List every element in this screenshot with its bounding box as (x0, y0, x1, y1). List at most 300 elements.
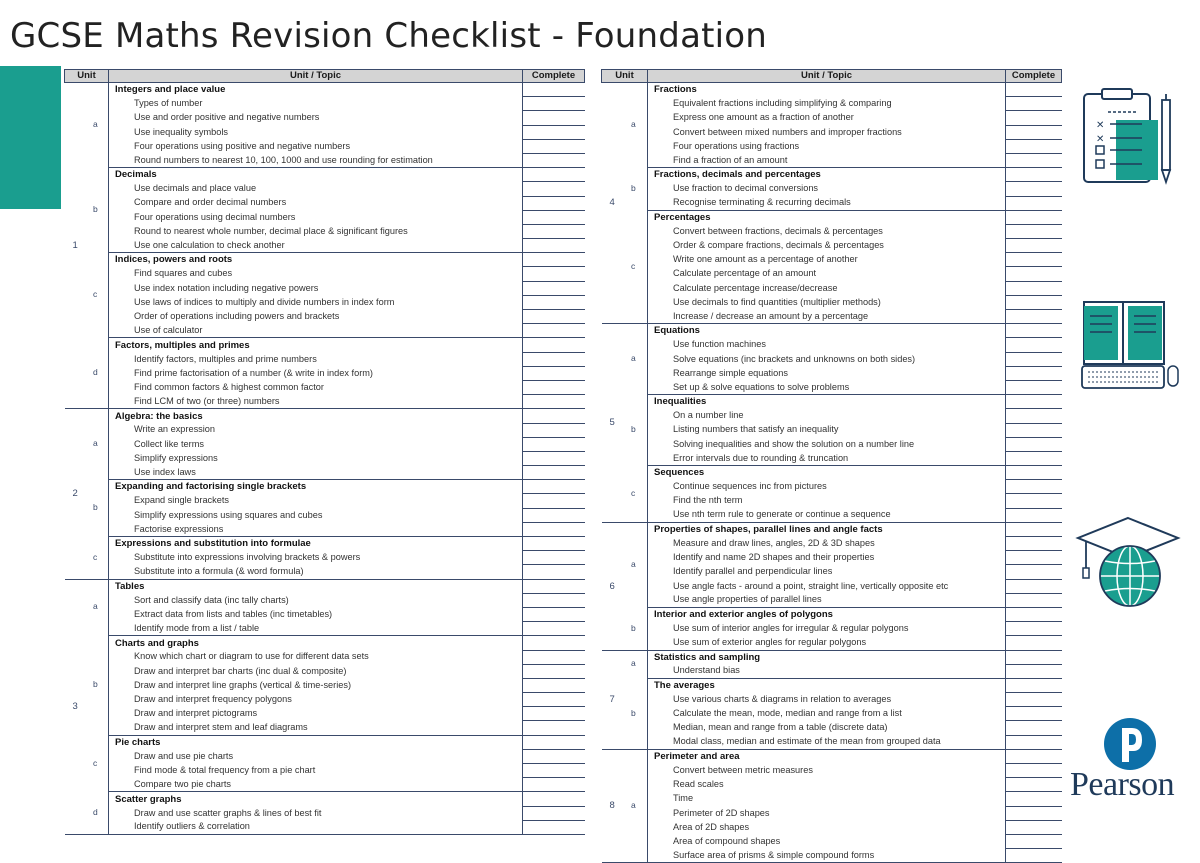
checklist-item: Solve equations (inc brackets and unknowns on both sides) (648, 352, 1006, 366)
complete-checkbox[interactable] (1006, 480, 1062, 494)
checklist-item: Express one amount as a fraction of another (648, 111, 1006, 125)
complete-checkbox[interactable] (523, 111, 585, 125)
checklist-item: Calculate percentage of an amount (648, 267, 1006, 281)
checklist-row (602, 707, 1062, 721)
header-complete: Complete (523, 70, 585, 83)
checklist-row (602, 196, 1062, 210)
checklist-row (602, 267, 1062, 281)
section-heading-row (65, 409, 585, 423)
checklist-row (602, 295, 1062, 309)
complete-checkbox[interactable] (523, 380, 585, 394)
section-heading-row (602, 650, 1062, 664)
complete-checkbox[interactable] (1006, 409, 1062, 423)
complete-checkbox[interactable] (523, 522, 585, 536)
checklist-row (65, 593, 585, 607)
checklist-item: Use various charts & diagrams in relation to averages (648, 693, 1006, 707)
checklist-row (65, 721, 585, 735)
complete-checkbox[interactable] (523, 366, 585, 380)
complete-checkbox[interactable] (1006, 366, 1062, 380)
checklist-row (65, 650, 585, 664)
checklist-row (602, 97, 1062, 111)
section-heading: Factors, multiples and primes (109, 338, 523, 352)
section-heading: Decimals (109, 168, 523, 182)
checklist-row (65, 324, 585, 338)
complete-checkbox[interactable] (1006, 253, 1062, 267)
complete-checkbox[interactable] (523, 565, 585, 579)
complete-checkbox[interactable] (523, 593, 585, 607)
checklist-row (65, 466, 585, 480)
checklist-row (602, 792, 1062, 806)
checklist-item: Use one calculation to check another (109, 239, 523, 253)
checklist-item: Find prime factorisation of a number (& write in index form) (109, 366, 523, 380)
checklist-item: Calculate percentage increase/decrease (648, 281, 1006, 295)
checklist-row (602, 551, 1062, 565)
section-letter: b (93, 502, 98, 513)
checklist-row (65, 494, 585, 508)
section-letter: b (93, 204, 98, 215)
complete-checkbox[interactable] (523, 494, 585, 508)
checklist-item: Use sum of interior angles for irregular & regular polygons (648, 622, 1006, 636)
section-heading-row (65, 338, 585, 352)
section-heading: Scatter graphs (109, 792, 523, 806)
checklist-item: Draw and interpret stem and leaf diagrams (109, 721, 523, 735)
checklist-row (65, 451, 585, 465)
checklist-row (65, 125, 585, 139)
checklist-row (602, 565, 1062, 579)
complete-checkbox[interactable] (523, 650, 585, 664)
checklist-item: Draw and interpret frequency polygons (109, 693, 523, 707)
checklist-row (602, 409, 1062, 423)
checklist-row (65, 224, 585, 238)
complete-checkbox (523, 735, 585, 749)
open-book-laptop-icon (1078, 298, 1182, 394)
section-letter: a (93, 601, 98, 612)
checklist-item: Know which chart or diagram to use for different data sets (109, 650, 523, 664)
complete-checkbox[interactable] (1006, 551, 1062, 565)
section-heading-row (602, 466, 1062, 480)
section-heading-row (602, 607, 1062, 621)
checklist-item: Simplify expressions (109, 451, 523, 465)
section-letter: d (93, 807, 98, 818)
teal-accent-block (0, 66, 61, 209)
checklist-row (65, 281, 585, 295)
complete-checkbox[interactable] (1006, 295, 1062, 309)
section-heading: Properties of shapes, parallel lines and angle facts (648, 522, 1006, 536)
header-topic: Unit / Topic (648, 70, 1006, 83)
checklist-item: Identify outliers & correlation (109, 820, 523, 834)
section-heading-row (602, 168, 1062, 182)
complete-checkbox[interactable] (1006, 182, 1062, 196)
svg-text:✕: ✕ (1096, 120, 1105, 131)
section-heading: Percentages (648, 210, 1006, 224)
complete-checkbox[interactable] (1006, 139, 1062, 153)
checklist-item: Substitute into expressions involving brackets & powers (109, 551, 523, 565)
section-letter: a (93, 119, 98, 130)
section-letter: b (631, 182, 636, 193)
complete-checkbox[interactable] (523, 778, 585, 792)
complete-checkbox (523, 409, 585, 423)
checklist-item: Identify mode from a list / table (109, 622, 523, 636)
checklist-item: Use function machines (648, 338, 1006, 352)
checklist-row (602, 721, 1062, 735)
checklist-row (65, 749, 585, 763)
complete-checkbox[interactable] (523, 324, 585, 338)
checklist-row (65, 820, 585, 834)
complete-checkbox[interactable] (1006, 111, 1062, 125)
checklist-row (65, 508, 585, 522)
section-heading-row (65, 579, 585, 593)
complete-checkbox[interactable] (1006, 196, 1062, 210)
section-heading-row (65, 735, 585, 749)
complete-checkbox[interactable] (1006, 764, 1062, 778)
checklist-item: Round to nearest whole number, decimal place & significant figures (109, 224, 523, 238)
pearson-logo-icon (1100, 716, 1160, 772)
complete-checkbox[interactable] (523, 295, 585, 309)
complete-checkbox[interactable] (1006, 451, 1062, 465)
section-letter: a (631, 558, 636, 569)
section-heading: Fractions, decimals and percentages (648, 168, 1006, 182)
checklist-row (65, 678, 585, 692)
checklist-row (602, 508, 1062, 522)
complete-checkbox[interactable] (523, 806, 585, 820)
complete-checkbox (1006, 678, 1062, 692)
complete-checkbox[interactable] (1006, 423, 1062, 437)
complete-checkbox[interactable] (1006, 820, 1062, 834)
complete-checkbox (1006, 650, 1062, 664)
complete-checkbox[interactable] (1006, 707, 1062, 721)
complete-checkbox[interactable] (523, 466, 585, 480)
checklist-item: Use decimals to find quantities (multiplier methods) (648, 295, 1006, 309)
complete-checkbox[interactable] (1006, 593, 1062, 607)
checklist-row (65, 778, 585, 792)
checklist-item: Draw and interpret pictograms (109, 707, 523, 721)
complete-checkbox[interactable] (523, 664, 585, 678)
checklist-item: Use angle properties of parallel lines (648, 593, 1006, 607)
checklist-item: Use and order positive and negative numbers (109, 111, 523, 125)
checklist-row (65, 437, 585, 451)
checklist-item: Types of number (109, 97, 523, 111)
checklist-row (602, 622, 1062, 636)
complete-checkbox[interactable] (1006, 494, 1062, 508)
complete-checkbox[interactable] (1006, 338, 1062, 352)
checklist-item: Understand bias (648, 664, 1006, 678)
section-heading: The averages (648, 678, 1006, 692)
checklist-row (602, 480, 1062, 494)
checklist-item: Collect like terms (109, 437, 523, 451)
unit-number: 3 (65, 579, 109, 834)
section-heading: Pie charts (109, 735, 523, 749)
complete-checkbox[interactable] (1006, 224, 1062, 238)
section-letter: a (631, 353, 636, 364)
complete-checkbox[interactable] (1006, 565, 1062, 579)
complete-checkbox[interactable] (523, 451, 585, 465)
complete-checkbox[interactable] (1006, 834, 1062, 848)
checklist-row (65, 366, 585, 380)
checklist-item: Median, mean and range from a table (discrete data) (648, 721, 1006, 735)
checklist-item: Find a fraction of an amount (648, 153, 1006, 167)
complete-checkbox[interactable] (1006, 622, 1062, 636)
checklist-row (602, 806, 1062, 820)
section-heading: Inequalities (648, 395, 1006, 409)
checklist-item: Area of 2D shapes (648, 820, 1006, 834)
complete-checkbox[interactable] (1006, 153, 1062, 167)
checklist-item: Four operations using positive and negative numbers (109, 139, 523, 153)
checklist-item: Modal class, median and estimate of the mean from grouped data (648, 735, 1006, 749)
section-letter: b (93, 679, 98, 690)
checklist-item: Round numbers to nearest 10, 100, 1000 and use rounding for estimation (109, 153, 523, 167)
checklist-item: Convert between fractions, decimals & percentages (648, 224, 1006, 238)
complete-checkbox[interactable] (523, 210, 585, 224)
section-letter: c (93, 289, 98, 300)
page-title: GCSE Maths Revision Checklist - Foundation (10, 16, 768, 56)
section-letter: b (631, 707, 636, 718)
checklist-item: Use laws of indices to multiply and divide numbers in index form (109, 295, 523, 309)
unit-number: 2 (65, 409, 109, 579)
complete-checkbox (523, 537, 585, 551)
checklist-item: Rearrange simple equations (648, 366, 1006, 380)
checklist-row (602, 494, 1062, 508)
section-heading: Integers and place value (109, 83, 523, 97)
section-heading-row (65, 537, 585, 551)
checklist-row (602, 735, 1062, 749)
checklist-row (65, 693, 585, 707)
checklist-item: Use index notation including negative powers (109, 281, 523, 295)
complete-checkbox (523, 480, 585, 494)
complete-checkbox[interactable] (523, 764, 585, 778)
complete-checkbox[interactable] (523, 820, 585, 834)
complete-checkbox[interactable] (523, 551, 585, 565)
complete-checkbox (523, 636, 585, 650)
checklist-item: Draw and interpret line graphs (vertical & time-series) (109, 678, 523, 692)
checklist-row (65, 295, 585, 309)
complete-checkbox[interactable] (523, 508, 585, 522)
checklist-item: Read scales (648, 778, 1006, 792)
checklist-item: Use fraction to decimal conversions (648, 182, 1006, 196)
complete-checkbox[interactable] (1006, 693, 1062, 707)
complete-checkbox[interactable] (523, 310, 585, 324)
checklist-item: Identify and name 2D shapes and their properties (648, 551, 1006, 565)
complete-checkbox[interactable] (1006, 281, 1062, 295)
checklist-item: Measure and draw lines, angles, 2D & 3D shapes (648, 537, 1006, 551)
checklist-item: Write an expression (109, 423, 523, 437)
complete-checkbox[interactable] (523, 721, 585, 735)
complete-checkbox[interactable] (1006, 636, 1062, 650)
complete-checkbox[interactable] (523, 125, 585, 139)
complete-checkbox[interactable] (1006, 849, 1062, 863)
checklist-item: Draw and interpret bar charts (inc dual & composite) (109, 664, 523, 678)
complete-checkbox[interactable] (523, 153, 585, 167)
checklist-item: Continue sequences inc from pictures (648, 480, 1006, 494)
checklist-row (65, 380, 585, 394)
checklist-row (65, 565, 585, 579)
complete-checkbox[interactable] (1006, 267, 1062, 281)
complete-checkbox (523, 338, 585, 352)
checklist-row (602, 579, 1062, 593)
complete-checkbox[interactable] (523, 281, 585, 295)
right-checklist-table (601, 69, 1062, 863)
checklist-row (65, 551, 585, 565)
checklist-row (602, 224, 1062, 238)
pearson-logo-text: Pearson (1070, 766, 1175, 803)
unit-number: 5 (602, 324, 648, 523)
checklist-item: Draw and use pie charts (109, 749, 523, 763)
checklist-item: Write one amount as a percentage of another (648, 253, 1006, 267)
complete-checkbox[interactable] (1006, 380, 1062, 394)
section-letter: b (631, 622, 636, 633)
complete-checkbox[interactable] (523, 395, 585, 409)
checklist-row (65, 153, 585, 167)
checklist-item: Draw and use scatter graphs & lines of best fit (109, 806, 523, 820)
complete-checkbox[interactable] (523, 749, 585, 763)
section-letter: c (631, 260, 636, 271)
checklist-row (65, 111, 585, 125)
header-unit: Unit (602, 70, 648, 83)
checklist-row (602, 380, 1062, 394)
complete-checkbox[interactable] (523, 622, 585, 636)
section-heading-row (65, 636, 585, 650)
checklist-item: Convert between metric measures (648, 764, 1006, 778)
checklist-item: Compare and order decimal numbers (109, 196, 523, 210)
complete-checkbox[interactable] (523, 182, 585, 196)
complete-checkbox[interactable] (1006, 721, 1062, 735)
checklist-row (602, 125, 1062, 139)
complete-checkbox[interactable] (1006, 352, 1062, 366)
checklist-row (65, 239, 585, 253)
complete-checkbox (1006, 466, 1062, 480)
checklist-item: Use angle facts - around a point, straight line, vertically opposite etc (648, 579, 1006, 593)
complete-checkbox (1006, 324, 1062, 338)
complete-checkbox[interactable] (523, 607, 585, 621)
complete-checkbox (1006, 168, 1062, 182)
complete-checkbox[interactable] (523, 678, 585, 692)
complete-checkbox (1006, 83, 1062, 97)
complete-checkbox[interactable] (1006, 537, 1062, 551)
section-heading: Charts and graphs (109, 636, 523, 650)
checklist-item: Four operations using fractions (648, 139, 1006, 153)
section-letter: c (93, 551, 98, 562)
complete-checkbox (523, 253, 585, 267)
section-heading-row (65, 480, 585, 494)
checklist-item: Error intervals due to rounding & truncation (648, 451, 1006, 465)
checklist-item: Use index laws (109, 466, 523, 480)
checklist-item: Expand single brackets (109, 494, 523, 508)
complete-checkbox[interactable] (523, 139, 585, 153)
section-heading-row (602, 83, 1062, 97)
complete-checkbox[interactable] (523, 224, 585, 238)
checklist-item: Surface area of prisms & simple compound forms (648, 849, 1006, 863)
section-heading-row (602, 749, 1062, 763)
checklist-row (65, 622, 585, 636)
complete-checkbox[interactable] (1006, 735, 1062, 749)
complete-checkbox[interactable] (523, 423, 585, 437)
section-letter: d (93, 367, 98, 378)
section-heading: Statistics and sampling (648, 650, 1006, 664)
complete-checkbox (1006, 522, 1062, 536)
checklist-item: Time (648, 792, 1006, 806)
complete-checkbox[interactable] (523, 239, 585, 253)
unit-number: 6 (602, 522, 648, 650)
complete-checkbox[interactable] (1006, 125, 1062, 139)
checklist-row (602, 537, 1062, 551)
checklist-item: Set up & solve equations to solve problems (648, 380, 1006, 394)
checklist-row (602, 139, 1062, 153)
checklist-row (602, 664, 1062, 678)
checklist-item: Solving inequalities and show the solution on a number line (648, 437, 1006, 451)
checklist-row (602, 281, 1062, 295)
checklist-item: Find the nth term (648, 494, 1006, 508)
checklist-row (65, 182, 585, 196)
checklist-item: Simplify expressions using squares and cubes (109, 508, 523, 522)
checklist-item: Compare two pie charts (109, 778, 523, 792)
checklist-item: Perimeter of 2D shapes (648, 806, 1006, 820)
complete-checkbox[interactable] (523, 437, 585, 451)
checklist-item: Area of compound shapes (648, 834, 1006, 848)
checklist-row (65, 806, 585, 820)
checklist-row (602, 239, 1062, 253)
complete-checkbox[interactable] (523, 707, 585, 721)
checklist-item: Increase / decrease an amount by a percentage (648, 310, 1006, 324)
checklist-item: Four operations using decimal numbers (109, 210, 523, 224)
checklist-row (65, 707, 585, 721)
checklist-row (602, 153, 1062, 167)
section-heading-row (602, 324, 1062, 338)
checklist-item: Order & compare fractions, decimals & percentages (648, 239, 1006, 253)
checklist-item: Equivalent fractions including simplifying & comparing (648, 97, 1006, 111)
checklist-item: Substitute into a formula (& word formula) (109, 565, 523, 579)
checklist-item: Use sum of exterior angles for regular polygons (648, 636, 1006, 650)
checklist-item: Find mode & total frequency from a pie chart (109, 764, 523, 778)
section-heading-row (65, 168, 585, 182)
checklist-item: Extract data from lists and tables (inc timetables) (109, 607, 523, 621)
complete-checkbox[interactable] (1006, 239, 1062, 253)
complete-checkbox[interactable] (523, 352, 585, 366)
svg-text:✕: ✕ (1096, 134, 1105, 145)
complete-checkbox[interactable] (1006, 579, 1062, 593)
complete-checkbox[interactable] (1006, 664, 1062, 678)
checklist-row (602, 764, 1062, 778)
complete-checkbox[interactable] (1006, 778, 1062, 792)
complete-checkbox[interactable] (1006, 806, 1062, 820)
complete-checkbox[interactable] (1006, 437, 1062, 451)
complete-checkbox[interactable] (523, 97, 585, 111)
complete-checkbox[interactable] (523, 693, 585, 707)
section-letter: b (631, 424, 636, 435)
complete-checkbox[interactable] (523, 267, 585, 281)
checklist-item: Use of calculator (109, 324, 523, 338)
checklist-item: Use nth term rule to generate or continue a sequence (648, 508, 1006, 522)
checklist-item: Find LCM of two (or three) numbers (109, 395, 523, 409)
complete-checkbox (1006, 210, 1062, 224)
complete-checkbox[interactable] (1006, 792, 1062, 806)
checklist-row (65, 267, 585, 281)
complete-checkbox[interactable] (1006, 97, 1062, 111)
checklist-item: Listing numbers that satisfy an inequality (648, 423, 1006, 437)
complete-checkbox (1006, 607, 1062, 621)
complete-checkbox[interactable] (523, 196, 585, 210)
checklist-row (602, 423, 1062, 437)
complete-checkbox (523, 83, 585, 97)
complete-checkbox[interactable] (1006, 508, 1062, 522)
checklist-item: Factorise expressions (109, 522, 523, 536)
checklist-row (65, 97, 585, 111)
section-heading: Equations (648, 324, 1006, 338)
checklist-row (602, 253, 1062, 267)
section-heading-row (602, 395, 1062, 409)
complete-checkbox[interactable] (1006, 310, 1062, 324)
checklist-row (602, 338, 1062, 352)
table-header-row (602, 70, 1062, 83)
checklist-item: On a number line (648, 409, 1006, 423)
